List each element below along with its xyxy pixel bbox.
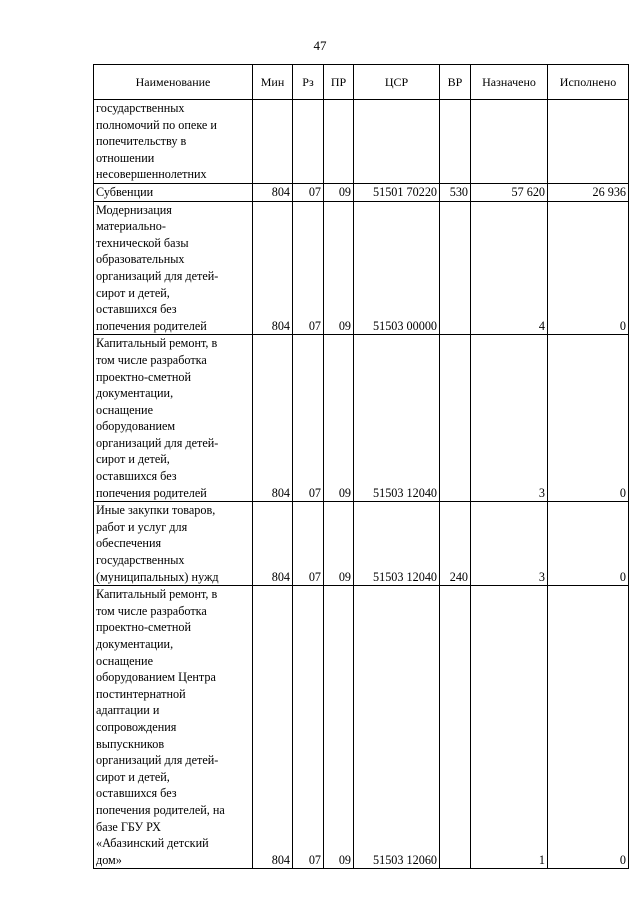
cell-rz [293, 100, 324, 184]
name-line: дом» [96, 852, 122, 867]
header-pr: ПР [324, 65, 354, 100]
name-line: попечения родителей, на [96, 802, 225, 817]
cell-executed [548, 100, 629, 184]
name-line: Иные закупки товаров, [96, 503, 216, 518]
name-line: адаптации и [96, 703, 160, 718]
name-line: полномочий по опеке и [96, 117, 217, 132]
cell-name [94, 586, 253, 869]
cell-rz: 07 [293, 586, 324, 869]
name-line: оставшихся без [96, 469, 177, 484]
table-row [94, 586, 629, 869]
name-line: сирот и детей, [96, 452, 170, 467]
cell-assigned: 3 [471, 502, 548, 586]
name-line: оставшихся без [96, 786, 177, 801]
table-row [94, 183, 629, 201]
cell-vr: 240 [440, 502, 471, 586]
name-line: Капитальный ремонт, в [96, 336, 218, 351]
header-executed: Исполнено [548, 65, 629, 100]
cell-assigned: 1 [471, 586, 548, 869]
name-line: несовершеннолетних [96, 167, 207, 182]
cell-assigned: 3 [471, 335, 548, 502]
cell-assigned: 4 [471, 201, 548, 335]
table-row [94, 100, 629, 184]
cell-vr [440, 201, 471, 335]
cell-executed: 0 [548, 586, 629, 869]
name-line: образовательных [96, 252, 185, 267]
cell-executed: 0 [548, 335, 629, 502]
table-body [94, 100, 629, 869]
cell-assigned [471, 100, 548, 184]
name-line: Капитальный ремонт, в [96, 587, 218, 602]
cell-executed: 0 [548, 201, 629, 335]
name-line: оборудованием [96, 419, 176, 434]
name-line: постинтернатной [96, 686, 186, 701]
cell-rz: 07 [293, 502, 324, 586]
name-line: оснащение [96, 402, 153, 417]
cell-rz: 07 [293, 335, 324, 502]
name-line: том числе разработка [96, 352, 207, 367]
cell-name [94, 183, 253, 201]
cell-csr: 51503 12040 [354, 335, 440, 502]
name-line: документации, [96, 386, 174, 401]
name-line: Субвенции [96, 184, 154, 199]
cell-pr: 09 [324, 201, 354, 335]
name-line: сирот и детей, [96, 769, 170, 784]
name-line: организаций для детей- [96, 268, 219, 283]
cell-vr [440, 335, 471, 502]
name-line: проектно-сметной [96, 620, 192, 635]
cell-rz: 07 [293, 183, 324, 201]
cell-csr [354, 100, 440, 184]
name-line: «Абазинский детский [96, 836, 209, 851]
cell-assigned: 57 620 [471, 183, 548, 201]
cell-vr [440, 586, 471, 869]
name-line: оснащение [96, 653, 153, 668]
cell-csr: 51503 12040 [354, 502, 440, 586]
cell-name [94, 502, 253, 586]
name-line: обеспечения [96, 536, 162, 551]
cell-pr: 09 [324, 183, 354, 201]
cell-csr: 51503 00000 [354, 201, 440, 335]
cell-name [94, 335, 253, 502]
table-row [94, 335, 629, 502]
name-line: материально- [96, 219, 166, 234]
cell-vr [440, 100, 471, 184]
cell-name [94, 100, 253, 184]
name-line: выпускников [96, 736, 165, 751]
cell-min: 804 [253, 183, 293, 201]
name-line: отношении [96, 150, 155, 165]
cell-pr [324, 100, 354, 184]
budget-table [93, 64, 629, 869]
header-csr: ЦСР [354, 65, 440, 100]
cell-pr: 09 [324, 335, 354, 502]
header-assigned: Назначено [471, 65, 548, 100]
cell-name [94, 201, 253, 335]
header-name: Наименование [94, 65, 253, 100]
name-line: проектно-сметной [96, 369, 192, 384]
name-line: оставшихся без [96, 302, 177, 317]
cell-min: 804 [253, 201, 293, 335]
cell-min: 804 [253, 586, 293, 869]
name-line: сирот и детей, [96, 285, 170, 300]
header-vr: ВР [440, 65, 471, 100]
cell-vr: 530 [440, 183, 471, 201]
name-line: (муниципальных) нужд [96, 569, 219, 584]
name-line: организаций для детей- [96, 753, 219, 768]
cell-csr: 51501 70220 [354, 183, 440, 201]
name-line: Модернизация [96, 202, 172, 217]
name-line: попечения родителей [96, 318, 207, 333]
name-line: том числе разработка [96, 603, 207, 618]
name-line: базе ГБУ РХ [96, 819, 161, 834]
page-number: 47 [313, 38, 327, 53]
cell-min: 804 [253, 502, 293, 586]
name-line: государственных [96, 553, 185, 568]
name-line: документации, [96, 637, 174, 651]
cell-pr: 09 [324, 502, 354, 586]
name-line: попечения родителей [96, 485, 207, 500]
header-min: Мин [253, 65, 293, 100]
cell-rz: 07 [293, 201, 324, 335]
name-line: попечительству в [96, 134, 187, 149]
table-row [94, 502, 629, 586]
cell-executed: 26 936 [548, 183, 629, 201]
name-line: государственных [96, 101, 185, 115]
name-line: сопровождения [96, 719, 177, 734]
cell-pr: 09 [324, 586, 354, 869]
name-line: оборудованием Центра [96, 670, 216, 685]
cell-min [253, 100, 293, 184]
table-row [94, 201, 629, 335]
cell-csr: 51503 12060 [354, 586, 440, 869]
name-line: организаций для детей- [96, 435, 219, 450]
name-line: технической базы [96, 235, 189, 250]
name-line: работ и услуг для [96, 519, 188, 534]
table-header-row [94, 65, 629, 100]
header-rz: Рз [293, 65, 324, 100]
cell-min: 804 [253, 335, 293, 502]
cell-executed: 0 [548, 502, 629, 586]
